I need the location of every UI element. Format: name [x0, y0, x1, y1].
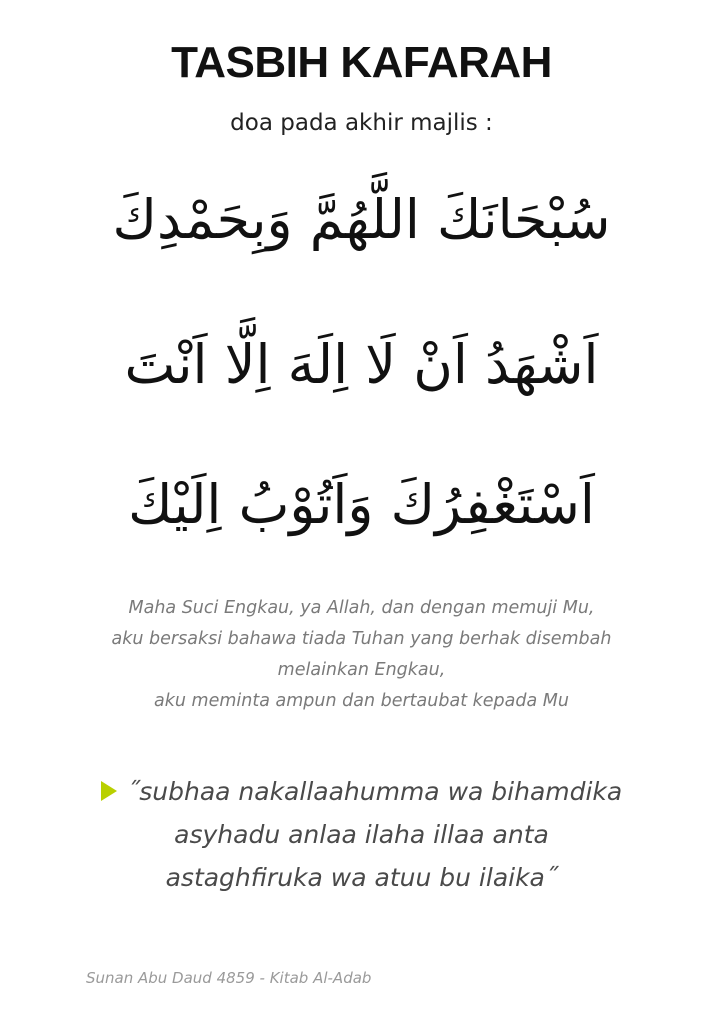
source-citation: Sunan Abu Daud 4859 - Kitab Al-Adab: [86, 969, 372, 987]
translation-line-1: Maha Suci Engkau, ya Allah, dan dengan memuji Mu,: [128, 598, 595, 618]
translation-block: [40, 593, 683, 717]
arabic-line-1: سُبْحَانَكَ اللَّهُمَّ وَبِحَمْدِكَ: [112, 188, 611, 251]
arabic-line-3: اَسْتَغْفِرُكَ وَاَتُوْبُ اِلَيْكَ: [128, 473, 595, 536]
transliteration-line-1-row: [0, 770, 723, 813]
translation-line-3: melainkan Engkau,: [277, 660, 446, 680]
translation-line-4: aku meminta ampun dan bertaubat kepada Mu: [154, 691, 569, 711]
play-arrow-icon: [101, 781, 117, 801]
page-subtitle: doa pada akhir majlis :: [230, 110, 493, 136]
transliteration-line-2: asyhadu anlaa ilaha illaa anta: [174, 820, 549, 849]
arabic-line-2: اَشْهَدُ اَنْ لَا اِلَهَ اِلَّا اَنْتَ: [124, 333, 599, 396]
transliteration-line-3: astaghfiruka wa atuu bu ilaika˝: [165, 863, 558, 892]
transliteration-block: [0, 770, 723, 899]
translation-line-2: aku bersaksi bahawa tiada Tuhan yang berhak disembah: [111, 629, 612, 649]
transliteration-line-1: ˝subhaa nakallaahumma wa bihamdika: [126, 777, 623, 806]
page-title: TASBIH KAFARAH: [171, 38, 552, 87]
